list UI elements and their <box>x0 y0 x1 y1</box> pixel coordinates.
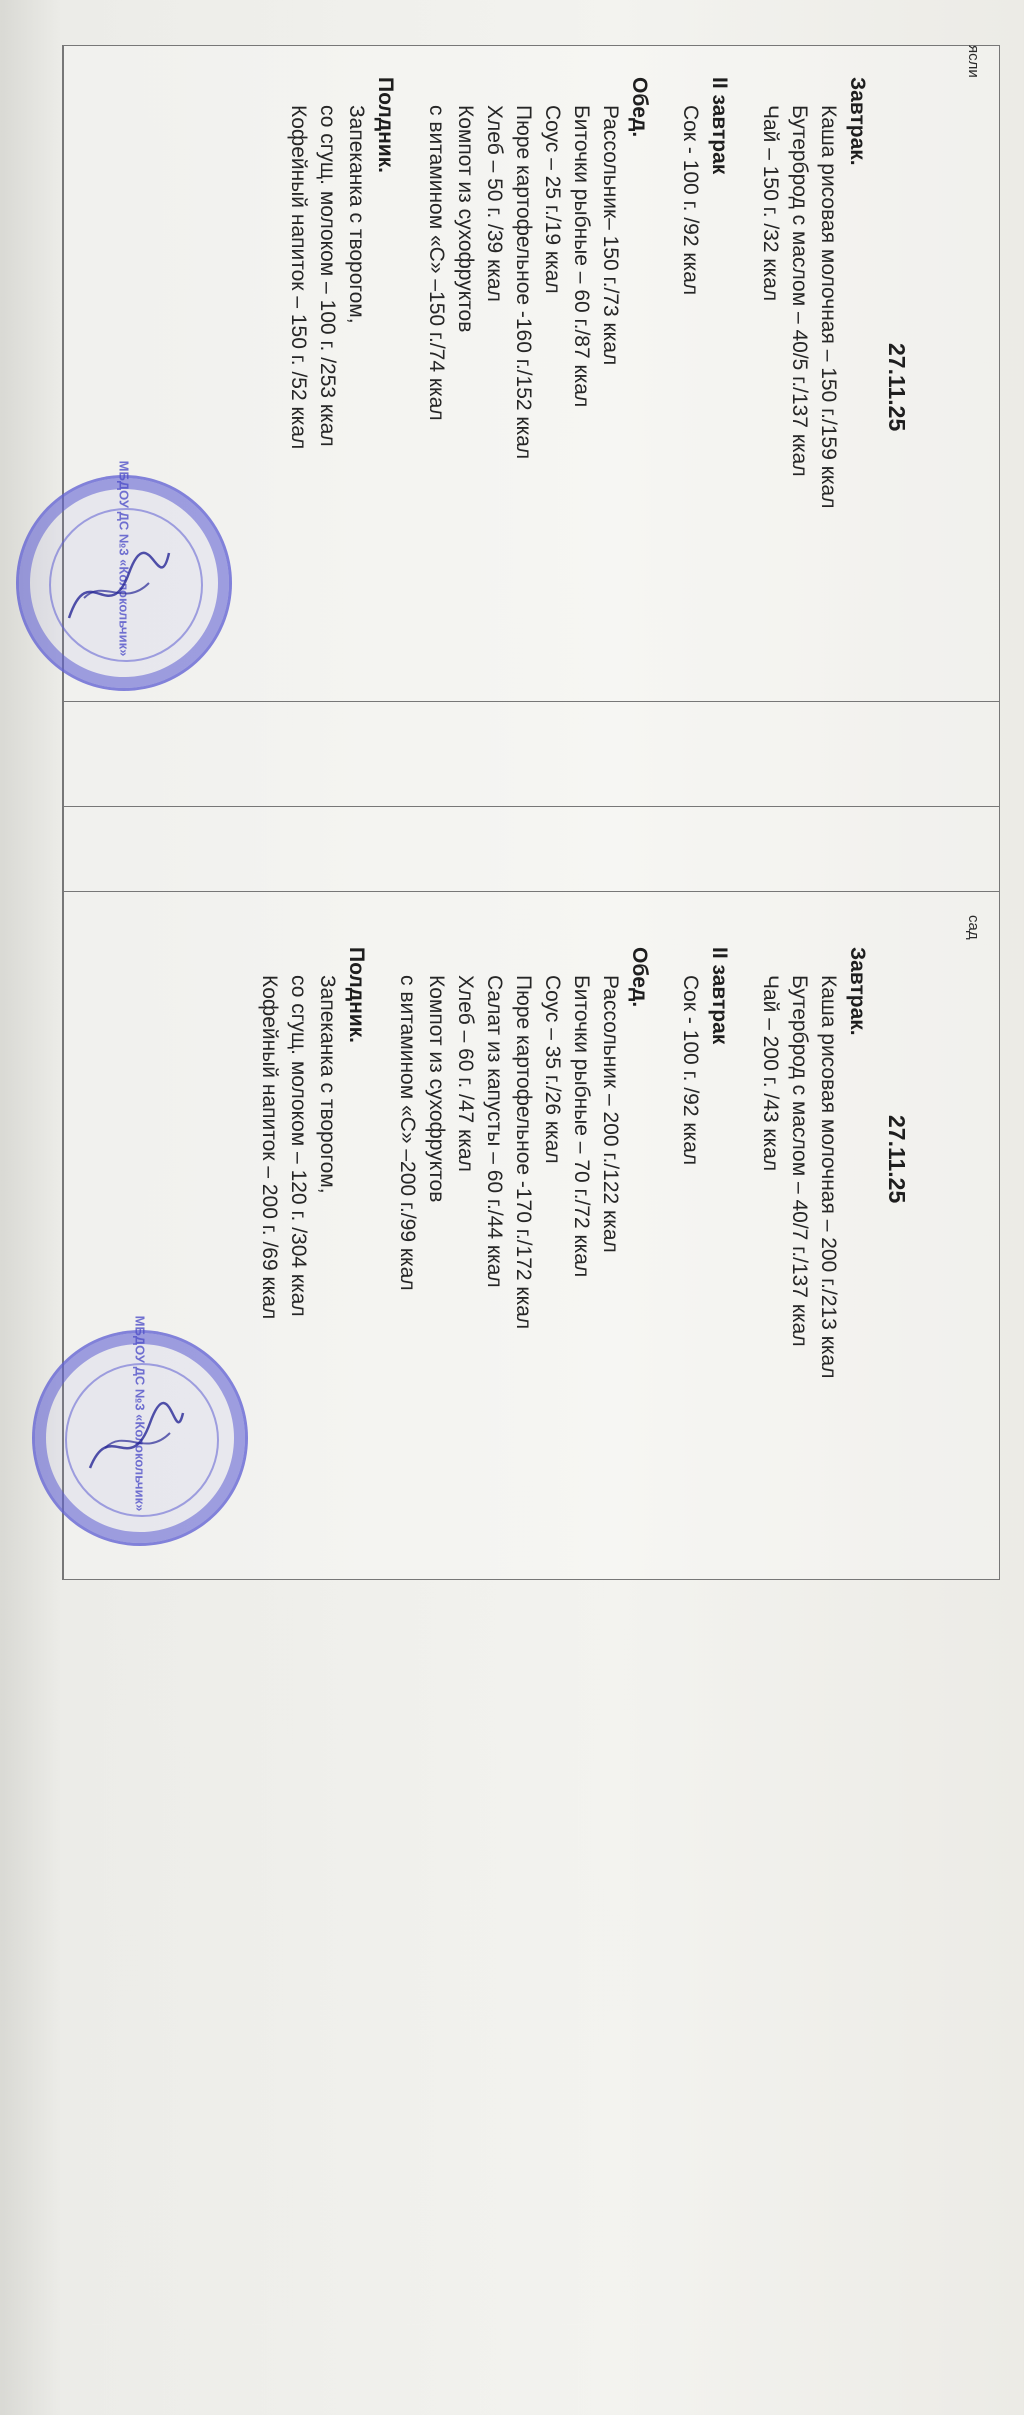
official-stamp-yasli <box>16 460 232 691</box>
menu-item: Соус – 25 г./19 ккал <box>541 105 564 294</box>
menu-item: Пюре картофельное -170 г./172 ккал <box>512 975 535 1330</box>
meal-title-afternoon-snack: Полдник. <box>374 77 397 174</box>
menu-item: Кофейный напиток – 200 г. /69 ккал <box>258 975 281 1320</box>
menu-date: 27.11.25 <box>884 1115 910 1204</box>
signature-icon <box>75 1393 195 1493</box>
menu-item: Сок - 100 г. /92 ккал <box>679 105 702 296</box>
menu-item: Пюре картофельное -160 г./152 ккал <box>512 105 535 460</box>
menu-item: со сгущ. молоком – 120 г. /304 ккал <box>287 975 310 1317</box>
menu-item: Рассольник – 200 г./122 ккал <box>599 975 622 1253</box>
menu-item: Запеканка с творогом, <box>316 975 339 1194</box>
menu-item: Хлеб – 60 г. /47 ккал <box>454 975 477 1172</box>
menu-item: Бутерброд с маслом – 40/5 г./137 ккал <box>788 105 811 477</box>
menu-item: Биточки рыбные – 70 г./72 ккал <box>570 975 593 1278</box>
menu-body <box>284 77 872 977</box>
meal-title-second-breakfast: II завтрак <box>708 947 731 1045</box>
menu-item: Рассольник– 150 г./73 ккал <box>599 105 622 366</box>
menu-item: Сок - 100 г. /92 ккал <box>679 975 702 1166</box>
meal-title-second-breakfast: II завтрак <box>708 77 731 175</box>
menu-item: Хлеб – 50 г. /39 ккал <box>483 105 506 302</box>
signature-icon <box>59 538 179 638</box>
menu-item: Каша рисовая молочная – 200 г./213 ккал <box>817 975 840 1379</box>
menu-item: Биточки рыбные – 60 г./87 ккал <box>570 105 593 408</box>
menu-item: со сгущ. молоком – 100 г. /253 ккал <box>316 105 339 447</box>
menu-item: Компот из сухофруктов <box>454 105 477 333</box>
menu-item: с витамином «С» –200 г./99 ккал <box>396 975 419 1291</box>
menu-item: Бутерброд с маслом – 40/7 г./137 ккал <box>788 975 811 1347</box>
menu-item: Чай – 150 г. /32 ккал <box>759 105 782 302</box>
stamp-text: МБДОУ ДС №3 «Колокольчик» <box>132 1315 148 1512</box>
meal-title-lunch: Обед. <box>628 77 651 138</box>
menu-body <box>255 947 872 1847</box>
official-stamp-sad <box>32 1315 248 1546</box>
menu-item: Чай – 200 г. /43 ккал <box>759 975 782 1172</box>
group-label-yasli: ясли <box>965 45 982 78</box>
menu-item: Компот из сухофруктов <box>425 975 448 1203</box>
meal-title-breakfast: Завтрак. <box>846 77 869 166</box>
group-label-sad: сад <box>965 915 982 940</box>
menu-item: с витамином «С» –150 г./74 ккал <box>425 105 448 421</box>
menu-date: 27.11.25 <box>884 343 910 432</box>
meal-title-breakfast: Завтрак. <box>846 947 869 1036</box>
menu-item: Кофейный напиток – 150 г. /52 ккал <box>287 105 310 450</box>
stamp-text: МБДОУ ДС №3 «Колокольчик» <box>116 460 132 657</box>
menu-item: Соус – 35 г./26 ккал <box>541 975 564 1164</box>
menu-item: Запеканка с творогом, <box>345 105 368 324</box>
menu-sad <box>0 915 990 2415</box>
meal-title-afternoon-snack: Полдник. <box>345 947 368 1044</box>
meal-title-lunch: Обед. <box>628 947 651 1008</box>
menu-item: Каша рисовая молочная – 150 г./159 ккал <box>817 105 840 509</box>
menu-item: Салат из капусты – 60 г./44 ккал <box>483 975 506 1288</box>
